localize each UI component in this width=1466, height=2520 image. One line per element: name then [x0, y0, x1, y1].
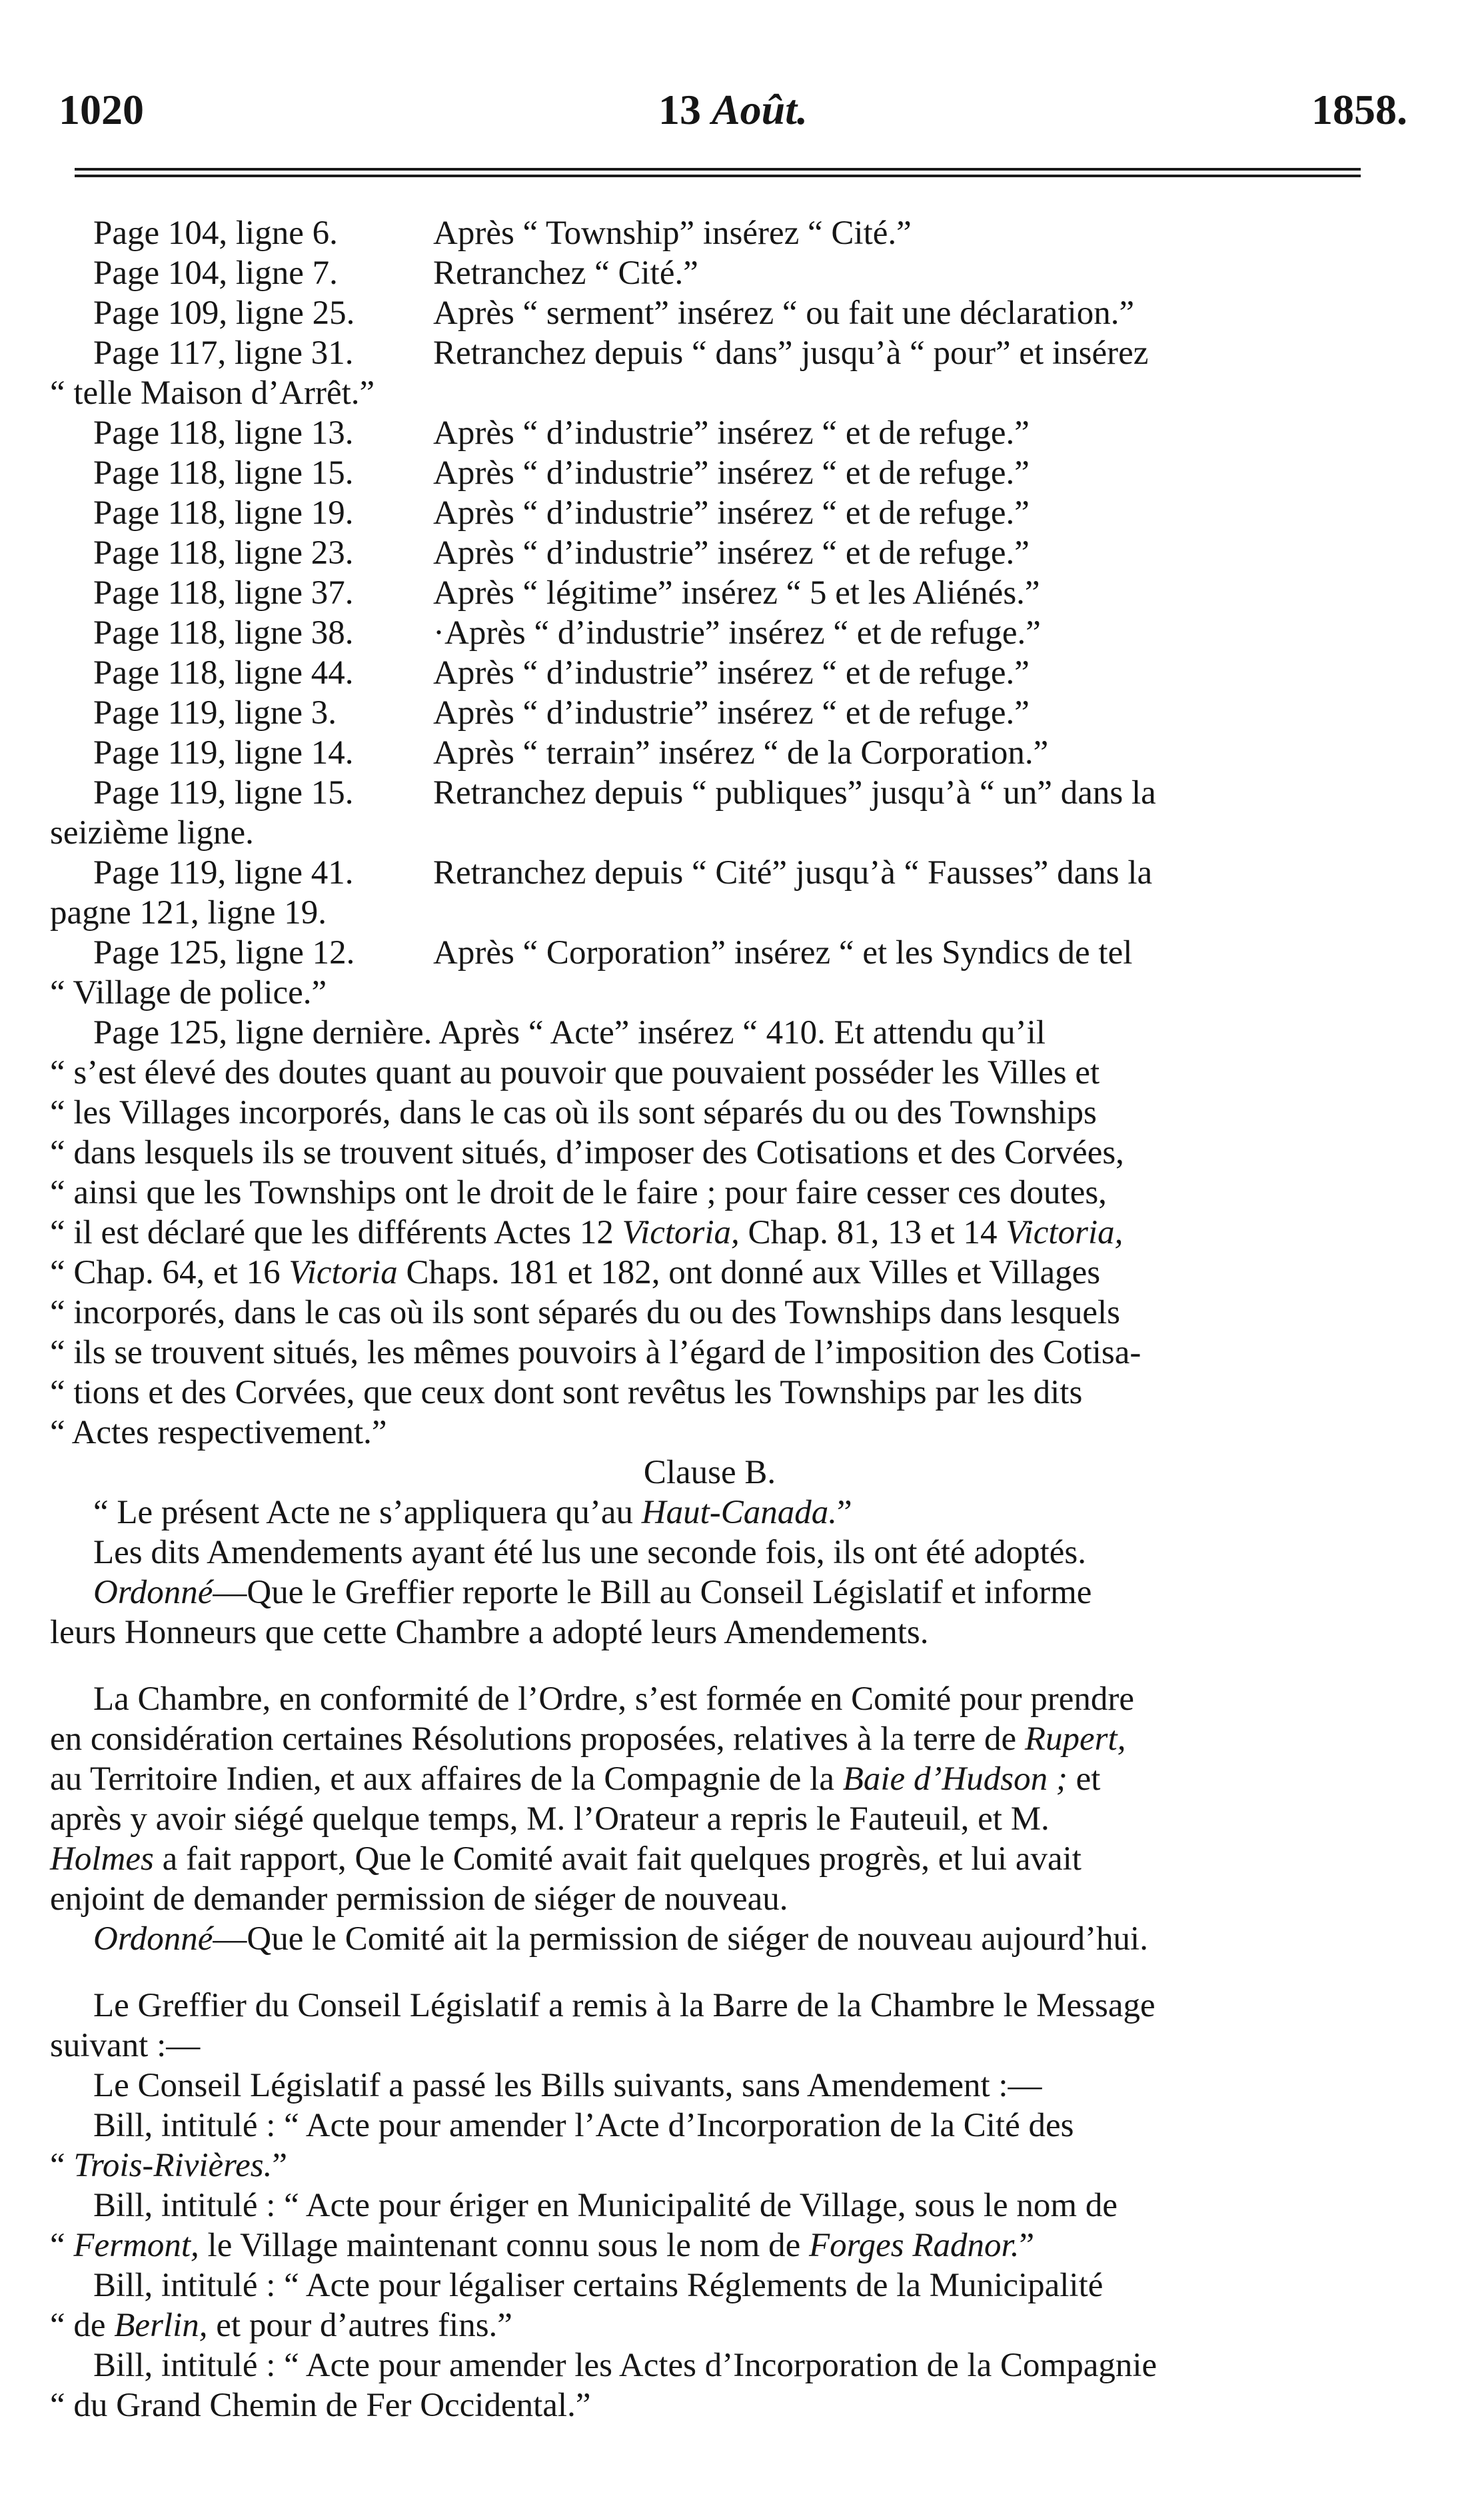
- page-header: [59, 80, 1407, 140]
- bill-line: “ Trois-Rivières.”: [50, 2147, 287, 2184]
- entry-text: Retranchez “ Cité.”: [433, 255, 698, 292]
- amendment-entry: [50, 533, 1369, 573]
- committee-paragraph: [50, 1679, 1369, 1959]
- entry-ref: Page 118, ligne 23.: [93, 534, 354, 572]
- entry-text: Après “ serment” insérez “ ou fait une déclaration.”: [433, 295, 1135, 332]
- order-line: leurs Honneurs que cette Chambre a adopté leurs Amendements.: [50, 1614, 929, 1651]
- text-line: suivant :—: [50, 2027, 201, 2064]
- text-line: “ s’est élevé des doutes quant au pouvoir que pouvaient posséder les Villes et: [50, 1054, 1100, 1091]
- bill-line: “ de Berlin, et pour d’autres fins.”: [50, 2307, 512, 2344]
- text-line: enjoint de demander permission de siéger de nouveau.: [50, 1880, 788, 1918]
- header-day: 13: [658, 86, 701, 133]
- text-line: La Chambre, en conformité de l’Ordre, s’est formée en Comité pour prendre: [93, 1680, 1134, 1718]
- clause-text: “ Le présent Acte ne s’appliquera qu’au Haut-Canada.”: [93, 1494, 852, 1531]
- amendment-entry: [50, 573, 1369, 613]
- entry-continuation: “ Village de police.”: [50, 974, 327, 1011]
- entry-text: Retranchez depuis “ publiques” jusqu’à “ un” dans la: [433, 774, 1156, 812]
- entry-ref: Page 118, ligne 37.: [93, 574, 354, 612]
- entry-ref: Page 125, ligne 12.: [93, 934, 355, 971]
- page-body: [50, 213, 1369, 2425]
- entry-text: Retranchez depuis “ Cité” jusqu’à “ Fausses” dans la: [433, 854, 1153, 892]
- amendment-entry: [50, 213, 1369, 253]
- clause-title: Clause B.: [643, 1454, 776, 1491]
- header-date: [59, 80, 1407, 140]
- entry-ref: Page 119, ligne 15.: [93, 774, 354, 812]
- entry-text: Retranchez depuis “ dans” jusqu’à “ pour” et insérez: [433, 334, 1149, 372]
- long-entry: [50, 1013, 1369, 1453]
- entry-ref: Page 118, ligne 15.: [93, 454, 354, 492]
- amendment-entry: [50, 333, 1369, 373]
- order-line: Ordonné—Que le Greffier reporte le Bill au Conseil Législatif et informe: [93, 1574, 1092, 1611]
- text-line: “ Chap. 64, et 16 Victoria Chaps. 181 et 182, ont donné aux Villes et Villages: [50, 1254, 1101, 1291]
- entry-text: Après “ légitime” insérez “ 5 et les Aliénés.”: [433, 574, 1040, 612]
- amendment-entry: [50, 253, 1369, 293]
- entry-ref: Page 118, ligne 44.: [93, 654, 354, 692]
- entry-ref: Page 119, ligne 3.: [93, 694, 337, 732]
- entry-ref: Page 118, ligne 13.: [93, 414, 354, 452]
- entry-text: ·Après “ d’industrie” insérez “ et de refuge.”: [433, 614, 1041, 652]
- ordonne-label: Ordonné: [93, 1920, 213, 1958]
- entry-continuation: “ telle Maison d’Arrêt.”: [50, 374, 375, 412]
- entry-text: Après “ Corporation” insérez “ et les Syndics de tel: [433, 934, 1133, 971]
- bill-line: Bill, intitulé : “ Acte pour amender les Actes d’Incorporation de la Compagnie: [93, 2347, 1157, 2384]
- text-line: “ les Villages incorporés, dans le cas où ils sont séparés du ou des Townships: [50, 1094, 1097, 1131]
- text-line: après y avoir siégé quelque temps, M. l’Orateur a repris le Fauteuil, et M.: [50, 1800, 1050, 1838]
- entry-ref: Page 119, ligne 41.: [93, 854, 354, 892]
- ordonne-label: Ordonné: [93, 1574, 213, 1611]
- bill-line: “ du Grand Chemin de Fer Occidental.”: [50, 2387, 591, 2424]
- entry-ref: Page 118, ligne 19.: [93, 494, 354, 532]
- bill-line: “ Fermont, le Village maintenant connu sous le nom de Forges Radnor.”: [50, 2227, 1035, 2264]
- amendment-entry: [50, 853, 1369, 893]
- text-line: “ ils se trouvent situés, les mêmes pouvoirs à l’égard de l’imposition des Cotisa-: [50, 1334, 1141, 1371]
- bill-line: Bill, intitulé : “ Acte pour légaliser certains Réglements de la Municipalité: [93, 2267, 1103, 2304]
- order-line: Ordonné—Que le Comité ait la permission de siéger de nouveau aujourd’hui.: [93, 1920, 1148, 1958]
- amendment-entry: [50, 613, 1369, 653]
- text-line: Page 125, ligne dernière. Après “ Acte” insérez “ 410. Et attendu qu’il: [93, 1014, 1046, 1051]
- amendment-entry: [50, 933, 1369, 973]
- entry-text: Après “ Township” insérez “ Cité.”: [433, 215, 912, 252]
- text-line: “ ainsi que les Townships ont le droit de le faire ; pour faire cesser ces doutes,: [50, 1174, 1107, 1211]
- header-rule-bottom: [75, 175, 1361, 177]
- entry-continuation: seizième ligne.: [50, 814, 254, 852]
- text-line: Holmes a fait rapport, Que le Comité avait fait quelques progrès, et lui avait: [50, 1840, 1082, 1878]
- text-line: au Territoire Indien, et aux affaires de la Compagnie de la Baie d’Hudson ; et: [50, 1760, 1101, 1798]
- text-line: “ dans lesquels ils se trouvent situés, d’imposer des Cotisations et des Corvées,: [50, 1134, 1124, 1171]
- entry-text: Après “ d’industrie” insérez “ et de refuge.”: [433, 694, 1030, 732]
- entry-ref: Page 118, ligne 38.: [93, 614, 354, 652]
- amendment-entry: [50, 773, 1369, 813]
- entry-ref: Page 104, ligne 6.: [93, 215, 338, 252]
- entry-text: Après “ d’industrie” insérez “ et de refuge.”: [433, 534, 1030, 572]
- amendment-entries: [50, 213, 1369, 1013]
- header-rule-top: [75, 168, 1361, 171]
- text-line: en considération certaines Résolutions proposées, relatives à la terre de Rupert,: [50, 1720, 1126, 1758]
- paragraph-gap: [50, 1652, 1369, 1679]
- page-number: 1020: [59, 86, 144, 133]
- amendment-entry: [50, 293, 1369, 333]
- entry-text: Après “ d’industrie” insérez “ et de refuge.”: [433, 494, 1030, 532]
- amendment-entry: [50, 693, 1369, 733]
- message-paragraph: [50, 1986, 1369, 2425]
- text-line: “ Actes respectivement.”: [50, 1414, 387, 1451]
- bill-line: Bill, intitulé : “ Acte pour amender l’Acte d’Incorporation de la Cité des: [93, 2107, 1074, 2144]
- header-year: 1858.: [1311, 86, 1407, 133]
- text-line: “ incorporés, dans le cas où ils sont séparés du ou des Townships dans lesquels: [50, 1294, 1120, 1331]
- amendment-entry: [50, 413, 1369, 453]
- entry-text: Après “ d’industrie” insérez “ et de refuge.”: [433, 454, 1030, 492]
- entry-ref: Page 119, ligne 14.: [93, 734, 354, 772]
- text-line: “ il est déclaré que les différents Actes 12 Victoria, Chap. 81, 13 et 14 Victoria,: [50, 1214, 1123, 1251]
- entry-ref: Page 109, ligne 25.: [93, 295, 355, 332]
- bill-line: Bill, intitulé : “ Acte pour ériger en Municipalité de Village, sous le nom de: [93, 2187, 1117, 2224]
- entry-list: [50, 213, 1369, 1013]
- paragraph-gap: [50, 1959, 1369, 1986]
- text-line: Le Greffier du Conseil Législatif a remis à la Barre de la Chambre le Message: [93, 1987, 1155, 2024]
- amendment-entry: [50, 493, 1369, 533]
- entry-continuation: pagne 121, ligne 19.: [50, 894, 327, 932]
- amendment-entry: [50, 453, 1369, 493]
- entry-text: Après “ terrain” insérez “ de la Corporation.”: [433, 734, 1049, 772]
- entry-text: Après “ d’industrie” insérez “ et de refuge.”: [433, 414, 1030, 452]
- amendment-entry: [50, 733, 1369, 773]
- amendment-entry: [50, 653, 1369, 693]
- entry-ref: Page 117, ligne 31.: [93, 334, 354, 372]
- entry-ref: Page 104, ligne 7.: [93, 255, 338, 292]
- entry-text: Après “ d’industrie” insérez “ et de refuge.”: [433, 654, 1030, 692]
- text-line: Le Conseil Législatif a passé les Bills suivants, sans Amendement :—: [93, 2067, 1042, 2104]
- header-month: Août.: [711, 86, 808, 133]
- amendments-adopted: Les dits Amendements ayant été lus une seconde fois, ils ont été adoptés.: [93, 1534, 1086, 1571]
- text-line: “ tions et des Corvées, que ceux dont sont revêtus les Townships par les dits: [50, 1374, 1083, 1411]
